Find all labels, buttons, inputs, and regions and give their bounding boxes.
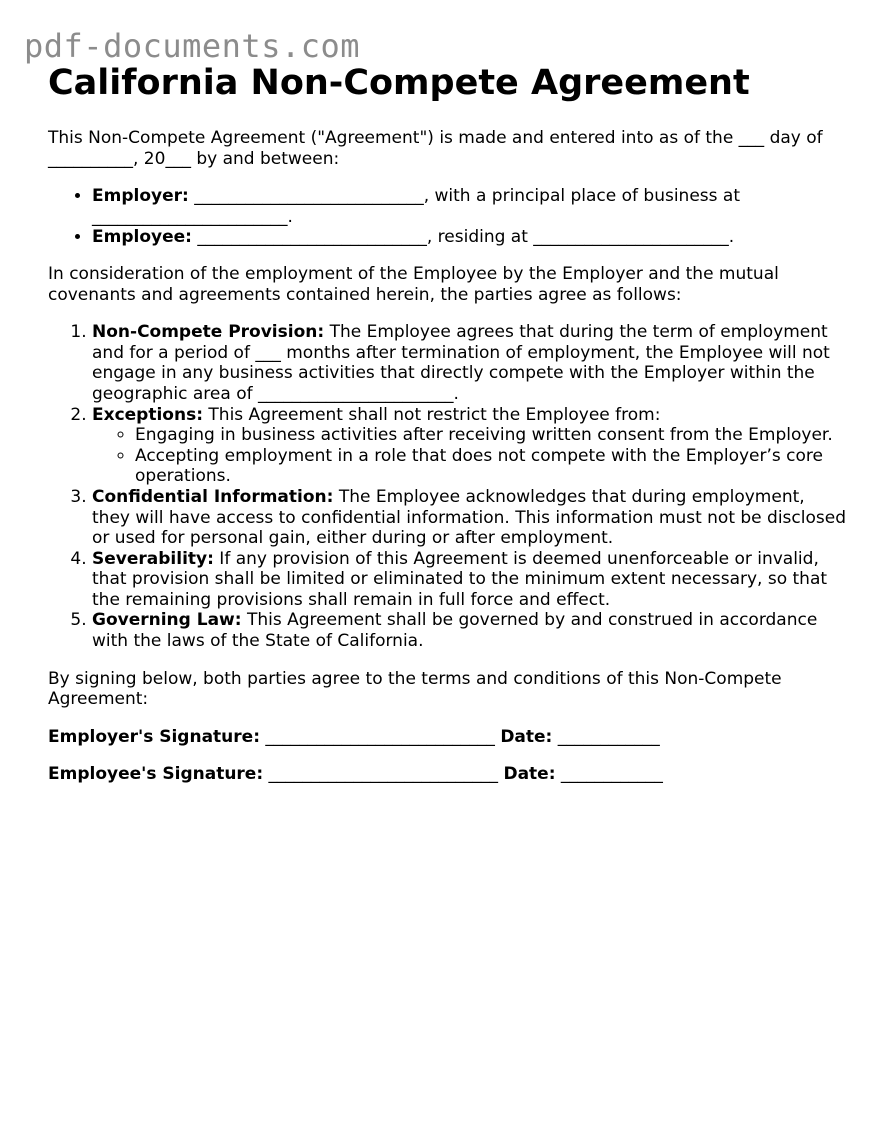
term-non-compete-label: Non-Compete Provision:	[92, 322, 325, 343]
document-title: California Non-Compete Agreement	[48, 63, 750, 103]
party-employer	[92, 186, 848, 227]
term-confidential-text: The Employee acknowledges that during employment, they will have access to confidential information. This information must not be disclosed or used for personal gain, either during or after employment.	[92, 486, 846, 549]
exception-item: ◦ Accepting employment in a role that does not compete with the Employer’s core operations.	[135, 446, 848, 487]
party-employee-text: ___________________________, residing at _______________________.	[191, 227, 735, 248]
employee-date-blank: ____________	[555, 764, 663, 785]
intro-paragraph: This Non-Compete Agreement ("Agreement") is made and entered into as of the ___ day of __________, 20___ by and between:	[48, 128, 823, 169]
party-employer-text: ___________________________, with a principal place of business at _______________________.	[92, 186, 740, 227]
term-confidential-label: Confidential Information:	[92, 486, 334, 507]
closing-paragraph: By signing below, both parties agree to the terms and conditions of this Non-Compete Agreement:	[48, 668, 782, 710]
term-exceptions-text: This Agreement shall not restrict the Employee from:	[203, 404, 661, 425]
term-governing-law-text: This Agreement shall be governed by and construed in accordance with the laws of the State of California.	[92, 610, 818, 652]
term-non-compete-text: The Employee agrees that during the term of employment and for a period of ___ months after termination of employment, the Employee will not engage in any business activities that directly compete with the Employer within the geographic area of _______________________.	[92, 322, 830, 404]
exceptions-sublist	[92, 425, 848, 487]
employee-signature-blank: ___________________________	[263, 764, 504, 785]
employee-date-label: Date:	[503, 764, 556, 785]
term-non-compete	[92, 322, 848, 404]
consideration-paragraph: In consideration of the employment of the Employee by the Employer and the mutual covenants and agreements contained herein, the parties agree as follows:	[48, 263, 779, 305]
term-governing-law-label: Governing Law:	[92, 610, 242, 631]
term-severability-label: Severability:	[92, 548, 214, 569]
party-employee-label: Employee:	[92, 227, 192, 248]
term-governing-law	[92, 610, 848, 651]
terms-list	[48, 322, 848, 652]
exception-item: ◦ Engaging in business activities after receiving written consent from the Employer.	[135, 425, 848, 446]
term-severability-text: If any provision of this Agreement is deemed unenforceable or invalid, that provision shall be limited or eliminated to the minimum extent necessary, so that the remaining provisions shall remain in full force and effect.	[92, 548, 828, 610]
employer-signature-blank: ___________________________	[260, 726, 501, 747]
watermark: pdf-documents.com	[24, 27, 361, 65]
party-employee	[92, 227, 848, 248]
employee-signature-label: Employee's Signature:	[48, 764, 264, 785]
term-severability	[92, 549, 848, 611]
employer-signature-line	[48, 727, 848, 748]
party-employer-label: Employer:	[92, 186, 189, 207]
parties-list	[48, 186, 848, 248]
employer-signature-label: Employer's Signature:	[48, 726, 260, 747]
employee-signature-line	[48, 764, 848, 785]
term-exceptions-label: Exceptions:	[92, 404, 204, 425]
employer-date-label: Date:	[500, 726, 553, 747]
term-exceptions	[92, 405, 848, 487]
employer-date-blank: ____________	[552, 726, 660, 747]
document-page	[48, 60, 848, 785]
term-confidential	[92, 487, 848, 549]
